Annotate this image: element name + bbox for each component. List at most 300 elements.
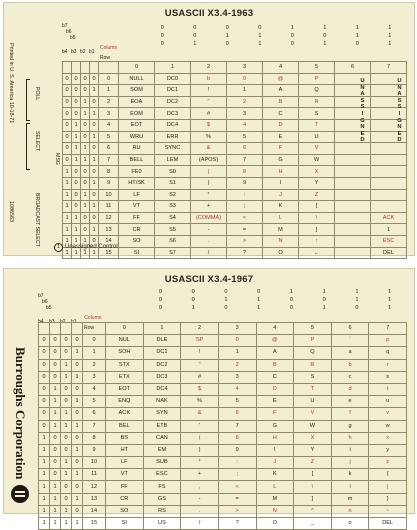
code-cell: M [256,493,294,505]
card-title-1967: USASCII X3.4-1967 [164,274,254,285]
code-cell: K [263,201,299,213]
code-cell: S [294,371,332,383]
code-cell: y [369,444,407,456]
unassigned-letter: I [361,110,364,117]
code-cell: DEL [371,247,407,259]
top-bit: 0 [322,297,326,303]
code-cell: DC1 [143,347,181,359]
row-bit: 0 [61,444,72,456]
row-bit: 1 [63,247,72,259]
row-bit: 0 [72,335,83,347]
code-cell: @ [256,335,294,347]
bit-label: b5 [46,305,52,311]
code-cell: ) [191,177,227,189]
code-cell: CR [119,224,155,236]
row-bit: 1 [39,444,50,456]
select-bracket [26,123,30,170]
column-number: 7 [369,323,407,335]
row-bit: 0 [72,201,81,213]
column-number: 3 [218,323,256,335]
header-spacer [61,323,72,335]
code-cell: VT [106,469,144,481]
code-cell: E [256,396,294,408]
side-label-select: SELECT [34,131,40,152]
row-bit: 0 [50,469,61,481]
row-bit: 0 [63,119,72,131]
code-cell: ENQ [106,396,144,408]
code-cell: X [299,166,335,178]
code-cell: BEL [106,420,144,432]
code-cell: x [369,432,407,444]
row-bit: 0 [90,235,99,247]
code-cell: b [191,73,227,85]
code-cell: DC1 [155,85,191,97]
code-cell: RS [143,505,181,517]
table-row [39,359,407,371]
table-row [63,189,407,201]
table-row [63,154,407,166]
top-bit: 1 [323,41,327,47]
unassigned-letter: D [397,137,402,144]
top-bit: 1 [355,33,359,39]
code-cell: & [191,143,227,155]
code-cell: LEM [155,154,191,166]
code-cell: - [181,493,219,505]
code-cell: 9 [227,177,263,189]
top-bit: 0 [224,289,228,295]
row-bit: 0 [90,212,99,224]
code-cell [335,189,371,201]
top-bit: 1 [322,305,326,311]
code-cell: ESC [143,469,181,481]
row-bit: 1 [81,201,90,213]
code-cell: 2 [227,96,263,108]
row-bit: 0 [50,457,61,469]
top-bit: 0 [158,289,162,295]
row-bit: 1 [72,396,83,408]
table-row [39,396,407,408]
code-cell: : [227,189,263,201]
table-row [39,444,407,456]
table-row [63,177,407,189]
row-bit: 0 [50,335,61,347]
code-cell: P [294,335,332,347]
row-bit: 0 [90,143,99,155]
column-number: 2 [181,323,219,335]
column-number: 3 [227,62,263,74]
row-number: 7 [99,154,119,166]
footnote-text: Unassigned Control [65,244,118,250]
row-bit: 0 [63,73,72,85]
table-row [63,131,407,143]
code-cell: DC4 [155,119,191,131]
code-cell: ( [181,432,219,444]
code-cell: n [331,505,369,517]
row-bit: 0 [61,481,72,493]
code-cell [335,201,371,213]
row-bit: 0 [61,335,72,347]
code-cell: R [299,96,335,108]
code-cell: 1 [371,224,407,236]
ascii-1963-card [3,2,415,256]
top-bit: 0 [160,25,164,31]
row-bit: 1 [81,108,90,120]
code-cell: ? [227,247,263,259]
footnote-circle: 1 [54,243,63,252]
top-bit: 0 [158,297,162,303]
code-cell: I [256,444,294,456]
row-number: 11 [83,469,106,481]
code-cell: BS [106,432,144,444]
code-cell: EOA [119,96,155,108]
column-number: 4 [256,323,294,335]
row-number: 7 [83,420,106,432]
row-bit: 1 [61,420,72,432]
code-cell: A [263,85,299,97]
unassigned-letter: E [360,130,365,137]
row-bit: 0 [61,347,72,359]
code-cell: > [218,505,256,517]
bit-label: b2 [80,49,86,55]
bit-label: b3 [71,49,77,55]
bit-label: b6 [42,299,48,305]
table-row [39,408,407,420]
code-cell: u [369,396,407,408]
top-bit: 0 [225,25,229,31]
table-row [39,457,407,469]
code-cell: O [263,247,299,259]
code-cell: (COMMA) [191,212,227,224]
bit-label: b7 [62,23,68,29]
top-bit: 1 [355,289,359,295]
row-bit: 1 [63,189,72,201]
top-bit: 1 [257,297,261,303]
row-bit: 1 [90,85,99,97]
code-cell: S3 [155,201,191,213]
code-cell: | [369,481,407,493]
bit-label: b4 [38,319,44,325]
code-cell: 0 [218,335,256,347]
row-bit: 1 [72,224,81,236]
row-bit: 1 [72,212,81,224]
table-row [39,469,407,481]
row-bit: 1 [63,212,72,224]
code-cell: N [256,505,294,517]
code-cell: EM [143,444,181,456]
row-bit: 0 [81,212,90,224]
code-cell: 0 [227,73,263,85]
row-number: 5 [99,131,119,143]
header-spacer [90,62,99,74]
code-cell: L [263,212,299,224]
code-cell: VT [119,201,155,213]
unassigned-letter: E [397,130,402,137]
code-cell: FF [119,212,155,224]
code-cell: SO [119,235,155,247]
code-cell: SP [181,335,219,347]
code-cell: % [181,396,219,408]
code-cell: : [218,457,256,469]
code-cell [371,189,407,201]
code-cell: ↑ [299,235,335,247]
code-cell: Y [294,444,332,456]
top-bit: 1 [388,305,392,311]
code-cell: DC3 [155,108,191,120]
row-bit: 1 [81,143,90,155]
code-cell: WRU [119,131,155,143]
code-cell: @ [263,73,299,85]
code-cell: P [299,73,335,85]
row-bit: 1 [90,224,99,236]
row-bit: 1 [72,444,83,456]
code-cell: HT [106,444,144,456]
row-bit: 1 [63,166,72,178]
column-number: 2 [191,62,227,74]
row-number: 0 [99,73,119,85]
row-bit: 1 [72,119,81,131]
row-number: 6 [83,408,106,420]
side-label-msg: MSG [54,153,60,165]
brand-name: Burroughs Corporation [13,347,28,480]
top-bit: 1 [388,25,392,31]
code-cell: < [218,481,256,493]
code-cell: . [191,235,227,247]
code-cell: J [263,189,299,201]
row-number: 14 [99,235,119,247]
code-cell: ← [299,247,335,259]
code-cell: q [369,347,407,359]
code-cell: % [191,131,227,143]
code-cell [335,166,371,178]
header-spacer [63,62,72,74]
row-bit: 0 [50,444,61,456]
row-bit: 0 [81,131,90,143]
code-cell: EOM [119,108,155,120]
code-cell: EOT [119,119,155,131]
top-bit: 0 [290,41,294,47]
top-bit: 1 [290,25,294,31]
top-bit: 0 [289,305,293,311]
code-cell: 6 [227,143,263,155]
unassigned-letter: U [360,78,365,84]
header-spacer [72,62,81,74]
code-cell: S [299,108,335,120]
code-cell: Y [299,177,335,189]
code-cell: D [263,119,299,131]
code-cell: SI [106,518,144,530]
row-bit: 0 [90,73,99,85]
code-cell: a [331,347,369,359]
code-cell: SOM [119,85,155,97]
row-bit: 1 [72,371,83,383]
code-cell: SUB [143,457,181,469]
column-number: 6 [335,62,371,74]
row-bit: 0 [39,359,50,371]
row-bit: 1 [72,154,81,166]
row-bit: 1 [72,143,81,155]
code-cell: R [294,359,332,371]
code-cell: LF [119,189,155,201]
top-bit: 1 [257,305,261,311]
unassigned-letter: S [360,104,365,111]
top-bit: 1 [289,289,293,295]
code-cell: SO [106,505,144,517]
code-cell: LF [106,457,144,469]
row-bit: 0 [39,420,50,432]
code-table-1967 [38,322,407,530]
row-number: 14 [83,505,106,517]
code-cell: , [181,481,219,493]
code-cell: 7 [227,154,263,166]
column-number: 4 [263,62,299,74]
row-number: 1 [83,347,106,359]
column-number: 5 [294,323,332,335]
row-bit: 0 [81,85,90,97]
code-cell: + [191,201,227,213]
row-number: 1 [99,85,119,97]
row-bit: 1 [81,96,90,108]
row-bit: 1 [50,408,61,420]
code-cell: t [369,383,407,395]
row-bit: 1 [90,154,99,166]
row-bit: 0 [90,189,99,201]
code-cell: . [181,505,219,517]
unassigned-letter: S [397,104,402,111]
top-bit: 0 [191,289,195,295]
code-cell: 8 [227,166,263,178]
row-label: Row [84,325,95,331]
row-bit: 1 [50,383,61,395]
top-bit: 1 [224,297,228,303]
row-bit: 1 [72,347,83,359]
code-cell: ERR [155,131,191,143]
code-cell: p [369,335,407,347]
bit-label: b7 [38,293,44,299]
code-cell: \ [294,481,332,493]
row-bit: 0 [72,85,81,97]
column-bit-header [146,25,406,59]
code-cell: 3 [227,108,263,120]
column-number: 7 [371,62,407,74]
top-bit: 0 [355,305,359,311]
bit-label: b4 [62,49,68,55]
code-cell: S2 [155,189,191,201]
code-cell: U [294,396,332,408]
top-bit: 0 [355,41,359,47]
code-cell [371,201,407,213]
code-cell: V [299,143,335,155]
unassigned-letter: I [398,110,401,117]
row-bit: 0 [61,432,72,444]
top-bit: 1 [258,33,262,39]
code-cell: 1 [218,347,256,359]
code-cell: < [227,212,263,224]
side-label-broadcast: BROADCAST SELECT [34,193,40,247]
row-number: 2 [83,359,106,371]
row-bit: 1 [72,131,81,143]
bit-label: b3 [49,319,55,325]
code-cell [371,166,407,178]
table-row [63,119,407,131]
row-bit: 0 [39,371,50,383]
row-bit: 0 [72,189,81,201]
row-bit: 1 [50,396,61,408]
row-bit: 0 [39,383,50,395]
table-row [63,96,407,108]
code-cell: GS [143,493,181,505]
code-cell: * [181,457,219,469]
column-number: 1 [143,323,181,335]
bit-label: b1 [71,319,77,325]
code-cell [335,143,371,155]
header-spacer [81,62,90,74]
row-bit: 0 [63,154,72,166]
row-bit: 0 [81,119,90,131]
row-bit: 0 [50,371,61,383]
code-cell [335,235,371,247]
row-bit: 0 [72,383,83,395]
code-cell: DC2 [155,96,191,108]
code-cell: h [331,432,369,444]
code-cell: 8 [218,432,256,444]
code-cell: # [191,108,227,120]
code-cell: i [331,444,369,456]
row-bit: 1 [50,420,61,432]
row-bit: 1 [90,108,99,120]
code-cell: - [191,224,227,236]
code-cell: 2 [218,359,256,371]
row-bit: 1 [61,518,72,530]
top-bit: 1 [225,33,229,39]
row-number: 13 [83,493,106,505]
code-cell: E [263,131,299,143]
row-bit: 0 [63,143,72,155]
printed-note: Printed in U. S. America 10-18-71 [8,43,14,124]
code-cell: FE0 [119,166,155,178]
code-cell: SOH [106,347,144,359]
row-bit: 1 [81,247,90,259]
code-cell: $ [191,119,227,131]
code-cell: # [181,371,219,383]
code-cell [335,224,371,236]
bit-label: b5 [70,35,76,41]
column-number: 6 [331,323,369,335]
code-cell: ACK [106,408,144,420]
code-cell: NUL [106,335,144,347]
row-number: 2 [99,96,119,108]
code-cell: ; [227,201,263,213]
ascii-1967-card [3,268,415,527]
row-bit: 0 [72,505,83,517]
code-cell: m [331,493,369,505]
row-bit: 0 [50,347,61,359]
column-number: 5 [299,62,335,74]
unassigned-letter: N [397,124,402,131]
column-number: 0 [119,62,155,74]
code-cell: ] [299,224,335,236]
code-cell: ` [331,335,369,347]
code-cell: 6 [218,408,256,420]
code-cell: FF [106,481,144,493]
code-cell: ; [218,469,256,481]
row-bit: 1 [50,493,61,505]
header-spacer [39,323,50,335]
card-title-1963: USASCII X3.4-1963 [164,8,254,19]
code-cell: " [191,96,227,108]
row-bit: 1 [72,235,81,247]
table-row [39,493,407,505]
row-bit: 0 [63,96,72,108]
